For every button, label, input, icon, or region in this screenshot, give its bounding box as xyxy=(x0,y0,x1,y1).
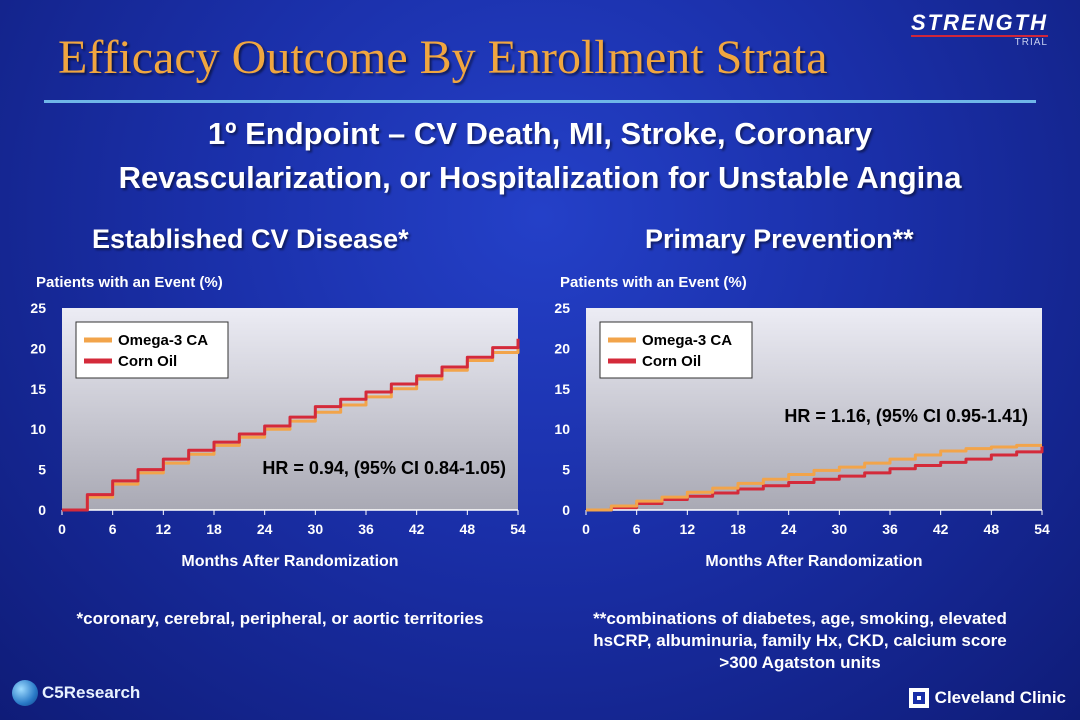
x-tick-label: 12 xyxy=(679,521,696,537)
legend xyxy=(600,322,752,378)
c5research-logo xyxy=(12,680,140,706)
chart-established-cv xyxy=(20,296,540,576)
cleveland-clinic-icon xyxy=(909,688,929,708)
y-tick-label: 25 xyxy=(554,300,570,316)
logo-word: STRENGTH xyxy=(911,10,1048,35)
y-axis-label-right: Patients with an Event (%) xyxy=(560,274,747,291)
x-tick-label: 42 xyxy=(932,521,949,537)
x-tick-label: 36 xyxy=(358,521,374,537)
strength-trial-logo xyxy=(911,12,1048,48)
c5-logo-text: C5Research xyxy=(42,683,141,702)
legend-label: Omega-3 CA xyxy=(642,332,733,349)
hr-annotation: HR = 1.16, (95% CI 0.95-1.41) xyxy=(784,406,1028,426)
legend-label: Corn Oil xyxy=(118,353,178,370)
y-tick-label: 15 xyxy=(30,380,46,397)
y-tick-label: 20 xyxy=(554,340,570,357)
x-tick-label: 36 xyxy=(882,521,898,537)
x-tick-label: 48 xyxy=(459,521,476,537)
x-tick-label: 0 xyxy=(58,521,66,537)
y-axis-label-left: Patients with an Event (%) xyxy=(36,274,223,291)
x-tick-label: 0 xyxy=(582,521,590,537)
x-tick-label: 30 xyxy=(831,521,848,537)
x-axis-label: Months After Randomization xyxy=(705,553,923,570)
legend-label: Corn Oil xyxy=(642,353,702,370)
logo-sub: TRIAL xyxy=(1014,37,1048,48)
y-tick-label: 25 xyxy=(30,300,46,316)
x-tick-label: 48 xyxy=(983,521,1000,537)
x-tick-label: 42 xyxy=(408,521,425,537)
y-tick-label: 15 xyxy=(554,380,570,397)
y-tick-label: 10 xyxy=(554,421,570,438)
panel-title-primary: Primary Prevention** xyxy=(645,224,914,254)
x-tick-label: 6 xyxy=(108,521,117,537)
hr-annotation: HR = 0.94, (95% CI 0.84-1.05) xyxy=(262,458,506,478)
x-tick-label: 24 xyxy=(780,521,797,537)
subtitle-line-1: 1º Endpoint – CV Death, MI, Stroke, Coronary xyxy=(207,116,873,151)
y-tick-label: 20 xyxy=(30,340,46,357)
x-tick-label: 54 xyxy=(1034,521,1050,537)
y-tick-label: 0 xyxy=(562,502,570,518)
slide-title: Efficacy Outcome By Enrollment Strata xyxy=(58,31,828,84)
legend xyxy=(76,322,228,378)
y-tick-label: 10 xyxy=(30,421,46,438)
panel-title-established: Established CV Disease* xyxy=(92,224,409,254)
x-tick-label: 12 xyxy=(155,521,172,537)
c5-globe-icon xyxy=(12,680,38,706)
x-tick-label: 30 xyxy=(307,521,324,537)
x-tick-label: 18 xyxy=(206,521,222,537)
x-axis-label: Months After Randomization xyxy=(181,553,399,570)
title-divider xyxy=(44,100,1036,103)
x-tick-label: 6 xyxy=(632,521,641,537)
y-tick-label: 5 xyxy=(562,461,570,478)
legend-label: Omega-3 CA xyxy=(118,332,209,349)
x-tick-label: 18 xyxy=(730,521,746,537)
x-tick-label: 54 xyxy=(510,521,526,537)
y-tick-label: 5 xyxy=(38,461,46,478)
cleveland-logo-text: Cleveland Clinic xyxy=(934,688,1066,707)
subtitle-line-2: Revascularization, or Hospitalization for Unstable Angina xyxy=(118,160,962,195)
cleveland-clinic-logo xyxy=(909,688,1066,708)
chart-primary-prevention xyxy=(544,296,1064,576)
footnote-primary: **combinations of diabetes, age, smoking, elevated hsCRP, albuminuria, family Hx, CKD, calcium score >300 Agatston units xyxy=(593,609,1007,672)
x-tick-label: 24 xyxy=(256,521,273,537)
y-tick-label: 0 xyxy=(38,502,46,518)
footnote-established: *coronary, cerebral, peripheral, or aortic territories xyxy=(76,609,484,628)
